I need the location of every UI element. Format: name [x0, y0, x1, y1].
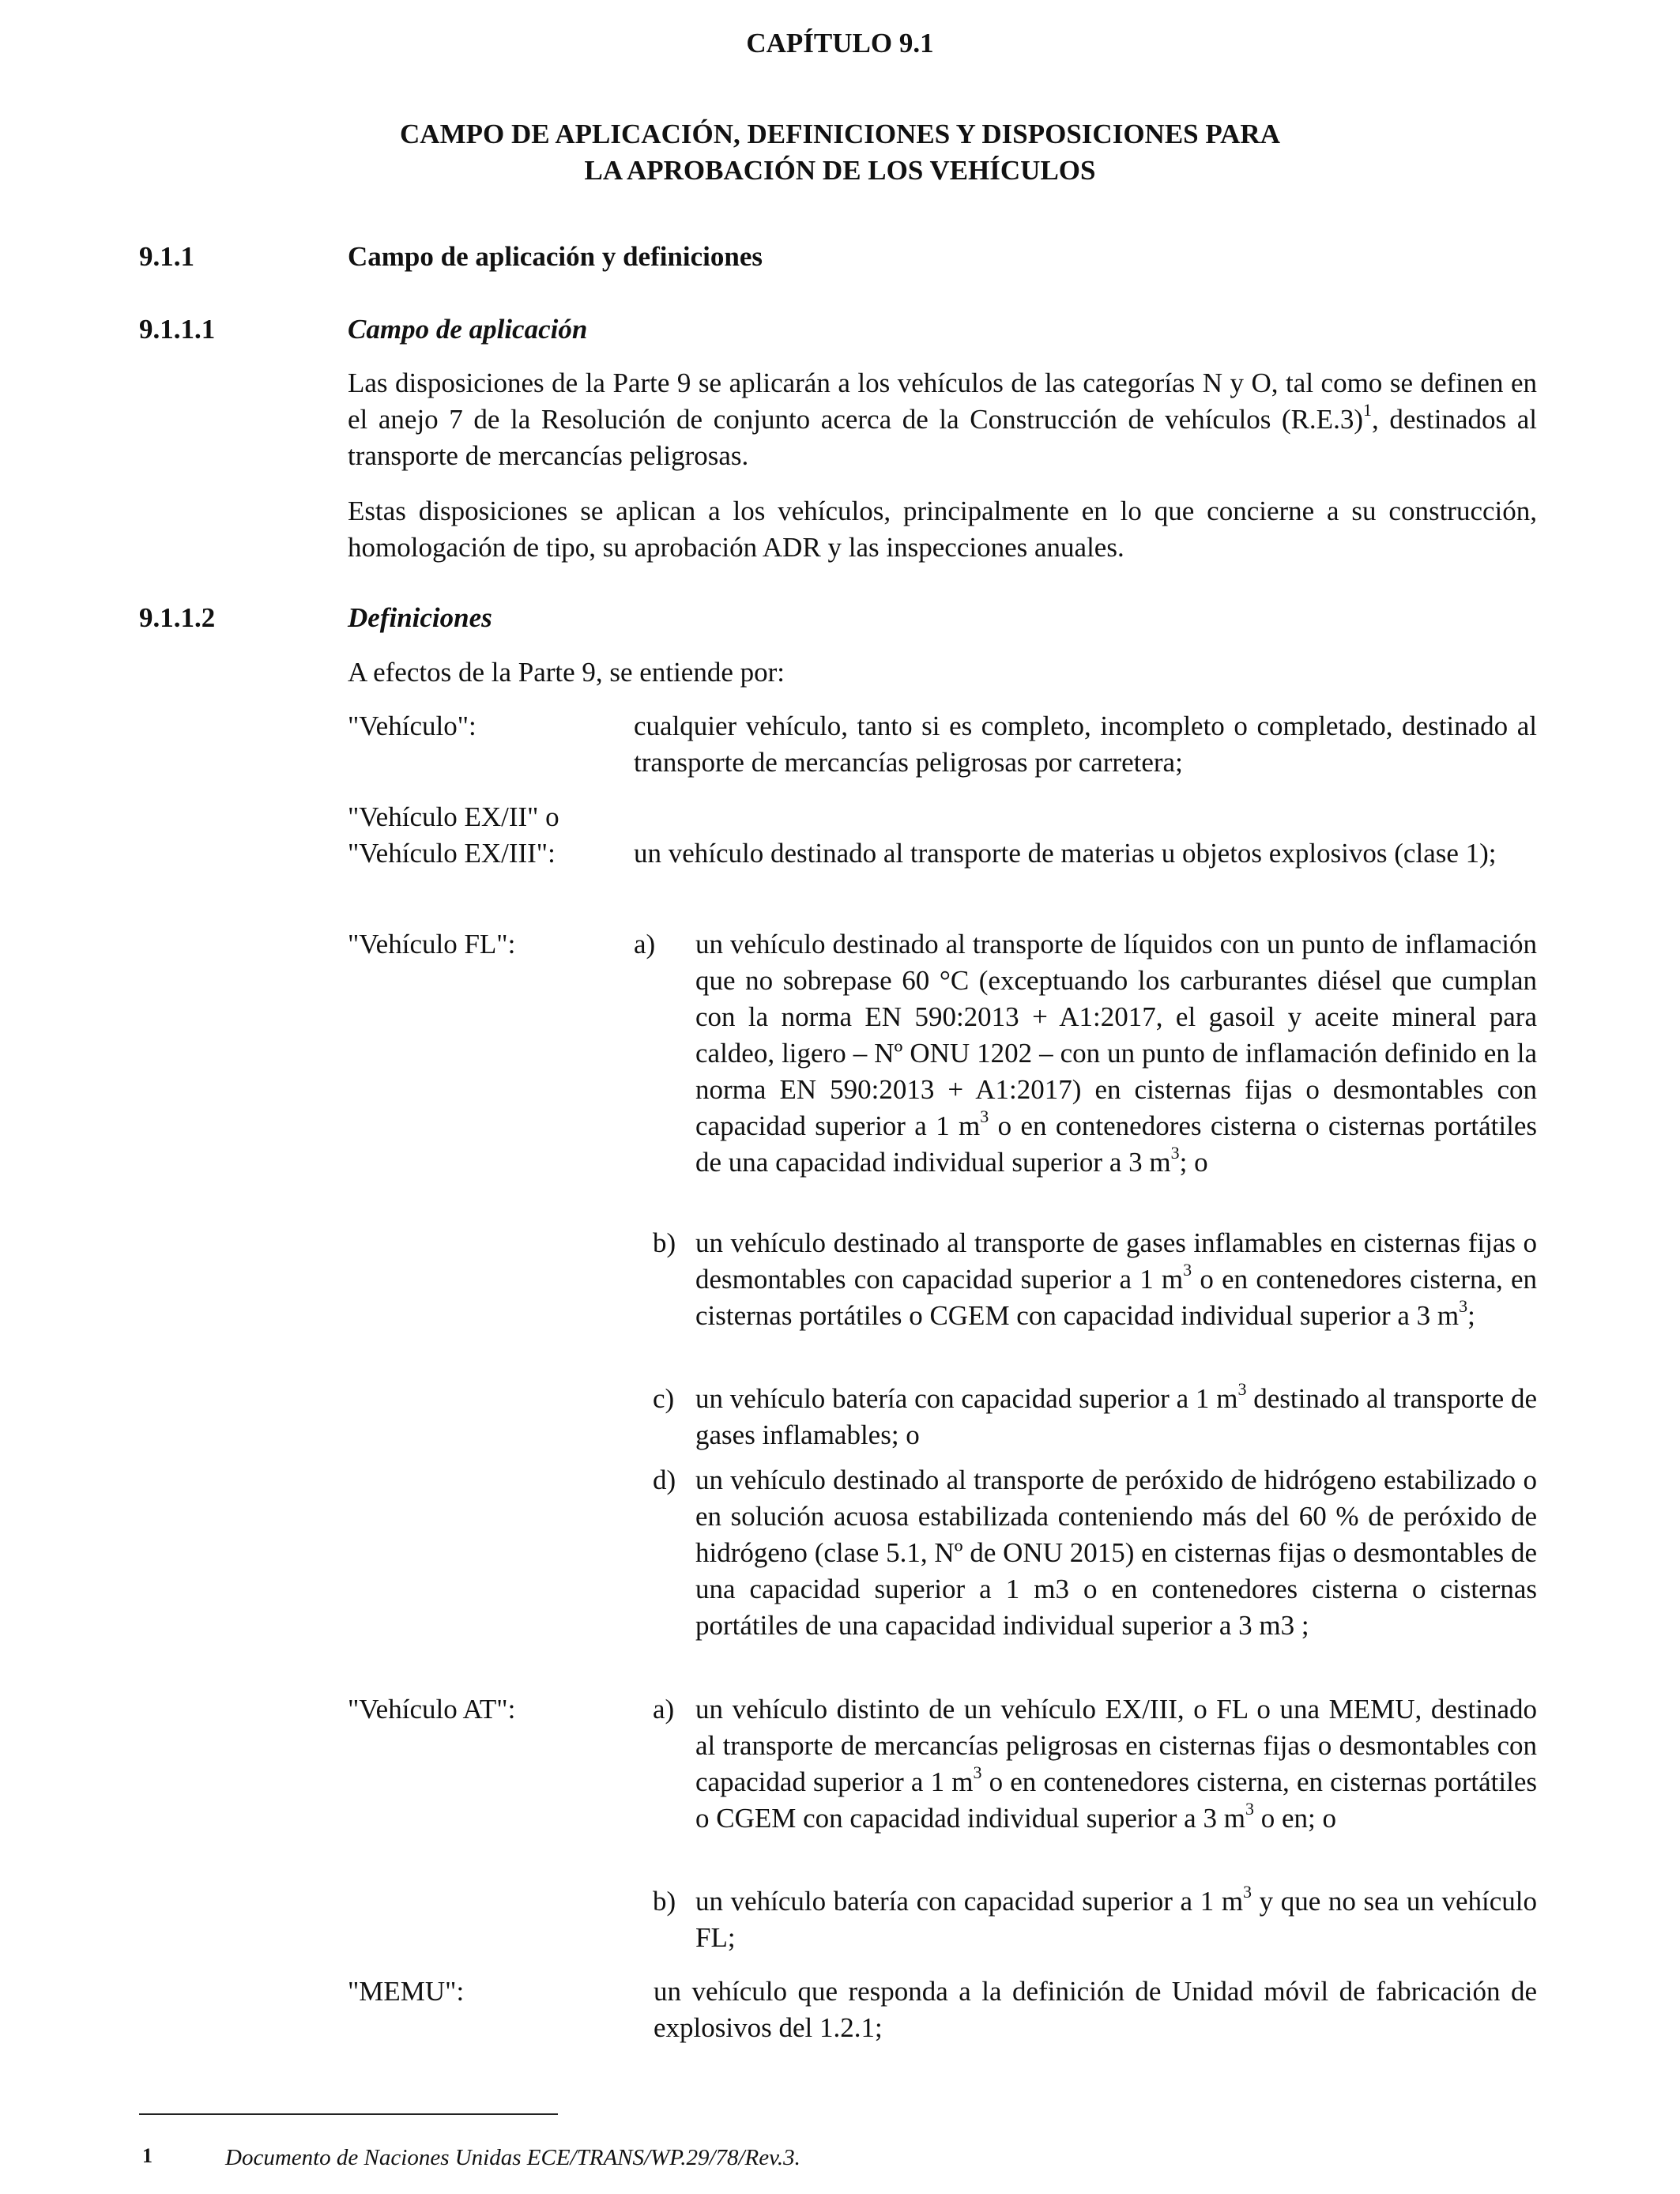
fl-item-c-label: c) [653, 1383, 675, 1414]
superscript-3: 3 [980, 1106, 989, 1127]
superscript-3: 3 [973, 1762, 982, 1783]
definitions-intro: A efectos de la Parte 9, se entiende por: [348, 657, 785, 688]
footnote-mark: 1 [142, 2144, 153, 2167]
fl-item-a [695, 926, 1537, 1181]
section-title-9-1-1-2: Definiciones [348, 602, 492, 633]
fl-item-c-text-2: destinado al transporte de gases inflamables; o [695, 1383, 1538, 1450]
fl-item-b-text-3: ; [1467, 1300, 1475, 1331]
term-vehiculo-ex-iii: "Vehículo EX/III": [348, 838, 556, 869]
footnote-reference[interactable]: 1 [1362, 400, 1372, 420]
fl-item-b-text-2: o en contenedores cisterna, en cisternas portátiles o CGEM con capacidad individual superior a 3 m [695, 1264, 1537, 1331]
at-item-b-text: un vehículo batería con capacidad superior a 1 m [695, 1886, 1244, 1917]
definition-vehiculo: cualquier vehículo, tanto si es completo, incompleto o completado, destinado al transporte de mercancías peligrosas por carretera; [634, 711, 1537, 778]
superscript-3: 3 [1170, 1143, 1180, 1163]
term-memu: "MEMU": [348, 1976, 465, 2007]
fl-item-c [695, 1381, 1537, 1453]
at-item-a-text-2: o en contenedores cisterna, en cisternas portátiles o CGEM con capacidad individual superior a 3 m [695, 1766, 1537, 1834]
scope-paragraph-1-text: Las disposiciones de la Parte 9 se aplicarán a los vehículos de las categorías N y O, tal como se definen en el anejo 7 de la Resolución de conjunto acerca de la Construcción de vehículos (R.E.3) [348, 368, 1537, 435]
term-vehiculo-ex-ii: "Vehículo EX/II" o [348, 801, 559, 832]
footnote-text: Documento de Naciones Unidas ECE/TRANS/WP.29/78/Rev.3. [225, 2145, 800, 2170]
footnote-separator [139, 2113, 558, 2115]
definition-memu: un vehículo que responda a la definición de Unidad móvil de fabricación de explosivos del 1.2.1; [654, 1976, 1537, 2043]
chapter-title-line-2: LA APROBACIÓN DE LOS VEHÍCULOS [584, 155, 1096, 186]
at-item-a-label: a) [653, 1694, 675, 1725]
at-item-a-text-3: o en; o [1253, 1803, 1336, 1834]
section-number-9-1-1: 9.1.1 [139, 241, 194, 272]
fl-item-d: un vehículo destinado al transporte de peróxido de hidrógeno estabilizado o en solución acuosa estabilizada conteniendo más del 60 % de peróxido de hidrógeno (clase 5.1, Nº de ONU 2015) en cisternas fijas o desmontables de una capacidad superior a 1 m3 o en contenedores cisterna o cisternas portátiles de una capacidad individual superior a 3 m3 ; [695, 1465, 1537, 1641]
section-number-9-1-1-2: 9.1.1.2 [139, 602, 216, 633]
at-item-b-label: b) [653, 1886, 676, 1917]
at-item-b-text-2: y que no sea un vehículo FL; [695, 1886, 1537, 1953]
fl-item-a-text-3: ; o [1179, 1147, 1208, 1178]
term-vehiculo-fl: "Vehículo FL": [348, 929, 516, 959]
fl-item-a-text: un vehículo destinado al transporte de líquidos con un punto de inflamación que no sobrepase 60 °C (exceptuando los carburantes diésel que cumplan con la norma EN 590:2013 + A1:2017, el gasoil y aceite mineral para caldeo, ligero – Nº ONU 1202 – con un punto de inflamación definido en la norma EN 590:2013 + A1:2017) en cisternas fijas o desmontables con capacidad superior a 1 m [695, 929, 1537, 1141]
at-item-a-text: un vehículo distinto de un vehículo EX/III, o FL o una MEMU, destinado al transporte de mercancías peligrosas en cisternas fijas o desmontables con capacidad superior a 1 m [695, 1694, 1537, 1797]
fl-item-b-label: b) [653, 1227, 676, 1258]
term-vehiculo-at: "Vehículo AT": [348, 1694, 516, 1725]
scope-paragraph-1 [348, 365, 1537, 474]
definition-vehiculo-ex: un vehículo destinado al transporte de materias u objetos explosivos (clase 1); [634, 838, 1497, 869]
section-title-9-1-1: Campo de aplicación y definiciones [348, 241, 763, 272]
superscript-3: 3 [1243, 1882, 1252, 1902]
superscript-3: 3 [1245, 1799, 1254, 1819]
fl-item-a-label: a) [634, 929, 656, 959]
superscript-3: 3 [1237, 1379, 1247, 1400]
fl-item-b [695, 1225, 1537, 1334]
scope-paragraph-2: Estas disposiciones se aplican a los vehículos, principalmente en lo que concierne a su construcción, homologación de tipo, su aprobación ADR y las inspecciones anuales. [348, 496, 1537, 563]
term-vehiculo: "Vehículo": [348, 711, 477, 741]
fl-item-d-label: d) [653, 1465, 676, 1495]
scope-paragraph-1-end: , destinados al transporte de mercancías peligrosas. [348, 404, 1537, 471]
section-title-9-1-1-1: Campo de aplicación [348, 314, 588, 345]
superscript-3: 3 [1183, 1260, 1192, 1280]
chapter-title-line-1: CAMPO DE APLICACIÓN, DEFINICIONES Y DISPOSICIONES PARA [400, 119, 1280, 149]
fl-item-c-text: un vehículo batería con capacidad superior a 1 m [695, 1383, 1238, 1414]
fl-item-b-text: un vehículo destinado al transporte de gases inflamables en cisternas fijas o desmontables con capacidad superior a 1 m [695, 1227, 1537, 1295]
section-number-9-1-1-1: 9.1.1.1 [139, 314, 216, 345]
fl-item-a-text-2: o en contenedores cisterna o cisternas portátiles de una capacidad individual superior a 3 m [695, 1110, 1537, 1178]
at-item-a [695, 1691, 1537, 1837]
chapter-heading: CAPÍTULO 9.1 [746, 28, 934, 58]
at-item-b [695, 1883, 1537, 1956]
superscript-3: 3 [1459, 1296, 1468, 1317]
